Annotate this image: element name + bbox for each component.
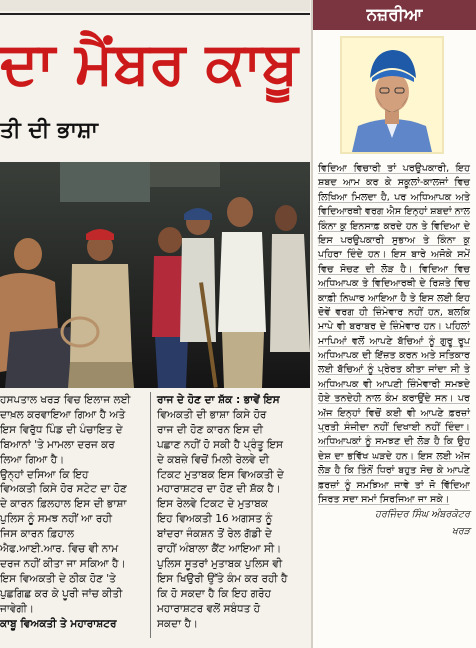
headline: ਦਾ ਮੈਂਬਰ ਕਾਬੂ (0, 29, 299, 97)
subheadline: ਤੀ ਦੀ ਭਾਸ਼ਾ (0, 118, 98, 143)
subhead-line: ਰਾਜ ਦੇ ਹੋਣ ਦਾ ਸ਼ੱਕ : ਭਾਵੇਂ ਇਸ (157, 394, 280, 406)
text-line: ਦਾਖ਼ਲ ਕਰਵਾਇਆ ਗਿਆ ਹੈ ਅਤੇ (0, 408, 126, 421)
news-photo (0, 162, 310, 388)
opinion-text-block (318, 162, 470, 539)
text-line: ਪੁਲਿਸ ਨੂੰ ਸਮਝ ਨਹੀਂ ਆ ਰਹੀ (0, 513, 112, 526)
text-line: ਪਛਾਣ ਨਹੀਂ ਹੋ ਸਕੀ ਹੈ ਪ੍ਰੰਤੂ ਇਸ (157, 438, 284, 451)
author-portrait (340, 36, 444, 154)
author-location: ਖਰੜ (451, 525, 470, 537)
text-line: ਰਾਹੀਂ ਅੰਬਾਲਾ ਕੈਂਟ ਆਇਆ ਸੀ। (157, 543, 282, 556)
text-line: ਵਿਅਕਤੀ ਦੀ ਭਾਸ਼ਾ ਕਿਸੇ ਹੋਰ (157, 408, 267, 421)
text-line: ਮਹਾਰਾਸ਼ਟਰ ਵਲੋਂ ਸਬੰਧਤ ਹੋ (157, 602, 261, 615)
opinion-text: ਵਿਦਿਆ ਵਿਚਾਰੀ ਤਾਂ ਪਰਉਪਕਾਰੀ, ਇਹ ਸ਼ਬਦ ਆਮ ਕਰ ਕੇ ਸਕੂਲਾਂ-ਕਾਲਜਾਂ ਵਿਚ ਲਿਖਿਆ ਮਿਲਦਾ ਹੈ, ਪਰ ਅਧਿਆਪਕ ਅਤੇ ਵਿਦਿਆਰਥੀ ਵਰਗ ਐਸ ਇਨ੍ਹਾਂ ਸ਼ਬਦਾਂ ਨਾਲ ਕਿੰਨਾ ਕੁ ਇਨਸਾਫ਼ ਕਰਦੇ ਹਨ ਤੇ ਵਿਦਿਆ ਦੇ ਇਸ ਪਰਉਪਕਾਰੀ ਸੁਭਾਅ ਤੇ ਕਿੰਨਾ ਕੁ ਪਹਿਰਾ ਦਿੰਦੇ ਹਨ। ਇਸ ਬਾਰੇ ਅਜੋਕੇ ਸਮੇਂ ਵਿਚ ਸੋਚਣ ਦੀ ਲੋੜ ਹੈ। ਵਿਦਿਆ ਵਿਚ ਅਧਿਆਪਕ ਤੇ ਵਿਦਿਆਰਥੀ ਦੇ ਰਿਸ਼ਤੇ ਵਿਚ ਕਾਫ਼ੀ ਨਿਘਾਰ ਆਇਆ ਹੈ ਤੇ ਇਸ ਲਈ ਇਹ ਦੋਵੇਂ ਵਰਗ ਹੀ ਜ਼ਿੰਮੇਵਾਰ ਨਹੀਂ ਹਨ, ਬਲਕਿ ਮਾਪੇ ਵੀ ਬਰਾਬਰ ਦੇ ਜ਼ਿੰਮੇਵਾਰ ਹਨ। ਪਹਿਲਾਂ ਮਾਪਿਆਂ ਵਲੋਂ ਆਪਣੇ ਬੱਚਿਆਂ ਨੂੰ ਗੁਰੂ ਰੂਪ ਅਧਿਆਪਕ ਦੀ ਇੱਜ਼ਤ ਕਰਨ ਅਤੇ ਸਤਿਕਾਰ ਲਈ ਬੱਚਿਆਂ ਨੂੰ ਪ੍ਰੇਰਤ ਕੀਤਾ ਜਾਂਦਾ ਸੀ ਤੇ ਅਧਿਆਪਕ ਵੀ ਆਪਣੀ ਜ਼ਿੰਮੇਵਾਰੀ ਸਮਝਦੇ ਹੋਏ ਤਨਦੇਹੀ ਨਾਲ ਕੰਮ ਕਰਾਉਂਦੇ ਸਨ। ਪਰ ਅੱਜ ਇਨ੍ਹਾਂ ਵਿਚੋਂ ਕਈ ਵੀ ਆਪਣੇ ਫ਼ਰਜ਼ਾਂ ਪ੍ਰਤੀ ਸੰਜੀਦਾ ਨਹੀਂ ਦਿਖਾਈ ਨਹੀਂ ਦਿੰਦਾ। ਅਧਿਆਪਕਾਂ ਨੂੰ ਸਮਝਣ ਦੀ ਲੋੜ ਹੈ ਕਿ ਉਹ ਦੇਸ਼ ਦਾ ਭਵਿੱਖ ਘੜਦੇ ਹਨ। ਇਸ ਲਈ ਅੱਜ ਲੋੜ ਹੈ ਕਿ ਤਿੰਨੋਂ ਧਿਰਾਂ ਬਹੁਤ ਸੋਚ ਕੇ ਆਪਣੇ ਫ਼ਰਜ਼ਾਂ ਨੂੰ ਸਮਝਿਆ ਜਾਵੇ ਤਾਂ ਜੋ ਵਿੱਦਿਆ ਸਿਰਤ ਸਦਾ ਸਮਾਂ ਸਿਰਜਿਆ ਜਾ ਸਕੇ। (318, 163, 470, 505)
text-line: ਪੁਛਗਿਛ ਕਰ ਕੇ ਪੂਰੀ ਜਾਂਚ ਕੀਤੀ (0, 587, 123, 600)
text-line: ਦੇ ਕਬਜ਼ੇ ਵਿਚੋਂ ਮਿਲੀ ਰੇਲਵੇ ਦੀ (157, 453, 270, 466)
column-divider (150, 392, 151, 638)
text-line: ਇਸ ਰੇਲਵੇ ਟਿਕਟ ਦੇ ਮੁਤਾਬਕ (157, 498, 268, 511)
text-line: ਜਾਵੇਗੀ। (0, 602, 34, 615)
story-column-right (157, 393, 305, 632)
subhead-line: ਕਾਬੂ ਵਿਅਕਤੀ ਤੇ ਮਹਾਰਾਸ਼ਟਰ (0, 617, 117, 630)
text-line: ਇਸ ਵਿਅਕਤੀ ਦੇ ਠੀਕ ਹੋਣ 'ਤੇ (0, 572, 116, 585)
opinion-panel (313, 0, 476, 648)
text-line: ਪੁਲਿਸ ਸੂਤਰਾਂ ਮੁਤਾਬਕ ਪੁਲਿਸ ਵੀ (157, 557, 283, 570)
text-line: ਜਿਸ ਕਾਰਨ ਫ਼ਿਹਾਲ (0, 528, 74, 541)
page-top-edge (0, 0, 310, 11)
text-line: ਬਾਂਦਰਾ ਜੰਕਸ਼ਨ ਤੋਂ ਰੇਲ ਗੱਡੀ ਦੇ (157, 528, 272, 541)
text-line: ਇਸ ਵਿਰੁੱਧ ਪਿੰਡ ਦੀ ਪੰਚਾਇਤ ਦੇ (0, 423, 123, 436)
text-line: ਟਿਕਟ ਮੁਤਾਬਕ ਇਸ ਵਿਅਕਤੀ ਦੇ (157, 468, 284, 481)
text-line: ਐਫ.ਆਈ.ਆਰ. ਵਿਚ ਵੀ ਨਾਮ (0, 543, 119, 556)
text-line: ਕਿ ਹੋ ਸਕਦਾ ਹੈ ਕਿ ਇਹ ਗਰੋਹ (157, 587, 271, 600)
text-line: ਸਕਦਾ ਹੈ। (157, 617, 198, 630)
panel-title: ਨਜ਼ਰੀਆ (313, 0, 476, 30)
text-line: ਇਹ ਵਿਅਕਤੀ 16 ਅਗਸਤ ਨੂੰ (157, 513, 273, 526)
text-line: ਇਸ ਖਿਉਰੀ ਉੱਤੇ ਕੰਮ ਕਰ ਰਹੀ ਹੈ (157, 572, 288, 585)
text-line: ਦਰਜ ਨਹੀਂ ਕੀਤਾ ਜਾ ਸਕਿਆ ਹੈ। (0, 557, 126, 570)
story-column-left (0, 393, 144, 632)
author-signature: ਹਰਜਿੰਦਰ ਸਿੰਘ ਅੰਬਰਕੋਟਰ (374, 509, 470, 521)
top-rule (0, 13, 310, 15)
text-line: ਬਿਆਨਾਂ 'ਤੇ ਮਾਮਲਾ ਦਰਜ ਕਰ (0, 438, 115, 451)
text-line: ਹਸਪਤਾਲ ਖਰੜ ਵਿਚ ਇਲਾਜ ਲਈ (0, 394, 131, 406)
author-portrait-icon (342, 38, 442, 152)
text-line: ਉਨ੍ਹਾਂ ਦਸਿਆ ਕਿ ਇਹ (0, 468, 89, 481)
text-line: ਮਹਾਰਾਸ਼ਟਰ ਦਾ ਹੋਣ ਦੀ ਸ਼ੱਕ ਹੈ। (157, 483, 281, 496)
text-line: ਵਿਅਕਤੀ ਕਿਸੇ ਹੋਰ ਸਟੇਟ ਦਾ ਹੋਣ (0, 483, 127, 496)
text-line: ਦੇ ਕਾਰਨ ਫ਼ਿਲਹਾਲ ਇਸ ਦੀ ਭਾਸ਼ਾ (0, 498, 127, 511)
text-line: ਰਾਜ ਦੀ ਹੋਣ ਕਾਰਨ ਇਸ ਦੀ (157, 423, 263, 436)
police-crowd-photo-icon (0, 162, 310, 388)
text-line: ਲਿਆ ਗਿਆ ਹੈ। (0, 453, 65, 466)
